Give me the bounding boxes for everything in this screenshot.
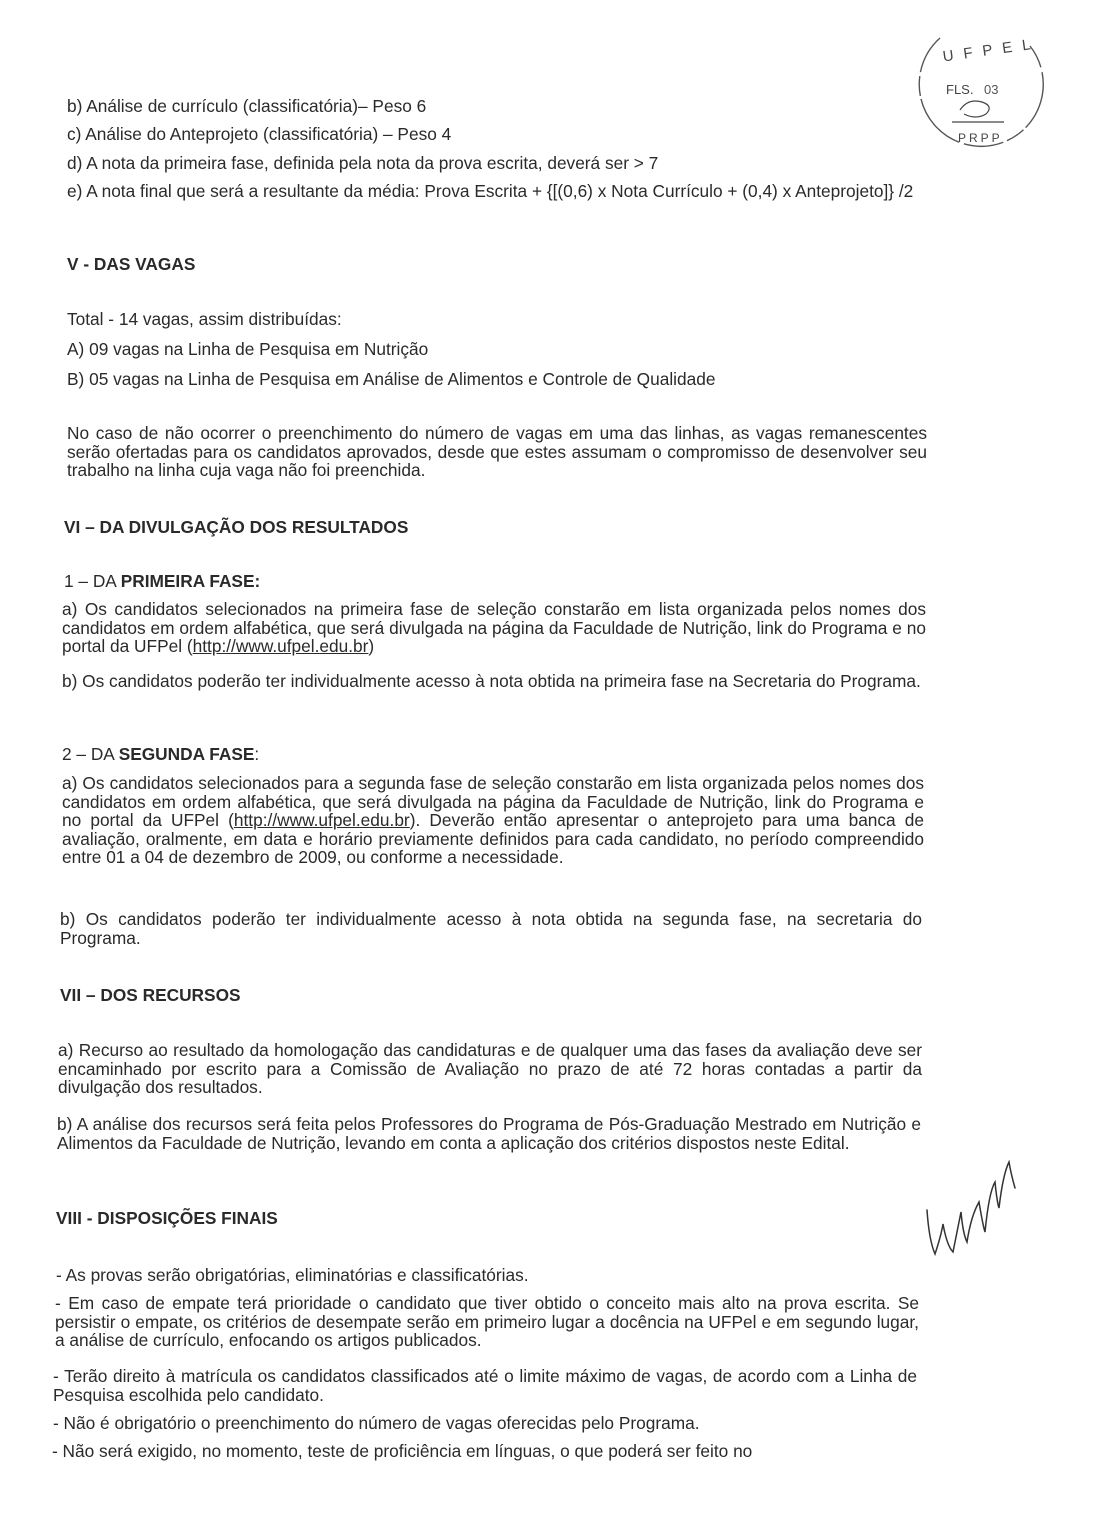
criterion-c: c) Análise do Anteprojeto (classificatória) – Peso 4 [67,124,452,144]
ufpel-link[interactable]: http://www.ufpel.edu.br [192,636,369,657]
section-heading-divulgacao: VI – DA DIVULGAÇÃO DOS RESULTADOS [64,517,409,537]
disposicao-item: - Em caso de empate terá prioridade o candidato que tiver obtido o conceito mais alto na prova escrita. Se persistir o empate, os critérios de desempate serão em primeiro lugar a docência na UFPel e em segundo lugar, a análise de currículo, enfocando os artigos publicados. [55,1293,919,1351]
fase1-paragraph-b: b) Os candidatos poderão ter individualmente acesso à nota obtida na primeira fase na Secretaria do Programa. [62,671,921,691]
recursos-b: b) A análise dos recursos será feita pelos Professores do Programa de Pós-Graduação Mestrado em Nutrição e Alimentos da Faculdade de Nutrição, levando em conta a aplicação dos critérios dispostos neste Edital. [57,1114,921,1153]
vagas-item-b: B) 05 vagas na Linha de Pesquisa em Análise de Alimentos e Controle de Qualidade [67,369,716,389]
disposicao-item: - As provas serão obrigatórias, eliminatórias e classificatórias. [56,1265,529,1285]
ufpel-link[interactable]: http://www.ufpel.edu.br [233,810,410,831]
fase1-prefix: 1 – DA [64,571,121,591]
fase1-heading [64,572,260,591]
vagas-note: No caso de não ocorrer o preenchimento do número de vagas em uma das linhas, as vagas remanescentes serão ofertadas para os candidatos aprovados, desde que estes assumam o compromisso de desenvolver seu trabalho na linha cuja vaga não foi preenchida. [67,423,927,481]
ufpel-stamp [912,8,1052,158]
criterion-e: e) A nota final que será a resultante da média: Prova Escrita + {[(0,6) x Nota Currículo + (0,4) x Anteprojeto]} /2 [67,181,914,201]
vagas-item-a: A) 09 vagas na Linha de Pesquisa em Nutrição [67,339,429,359]
criterion-b: b) Análise de currículo (classificatória)– Peso 6 [67,96,427,116]
criterion-d: d) A nota da primeira fase, definida pela nota da prova escrita, deverá ser > 7 [67,153,659,173]
stamp-fls-label: FLS. [946,82,974,97]
stamp-initials-icon [952,101,1004,122]
fase2-title: SEGUNDA FASE [118,744,255,764]
disposicao-item: - Terão direito à matrícula os candidatos classificados até o limite máximo de vagas, de acordo com a Linha de Pesquisa escolhida pelo candidato. [53,1366,917,1405]
stamp-ring-text: UFPEL [941,34,1042,66]
stamp-bottom-text: PRPP [958,131,1003,145]
fase2-paragraph-b: b) Os candidatos poderão ter individualmente acesso à nota obtida na segunda fase, na secretaria do Programa. [60,909,922,948]
section-heading-recursos: VII – DOS RECURSOS [60,985,241,1005]
stamp-fls-number: 03 [984,82,999,97]
signature-icon [915,1160,1035,1270]
fase2-paragraph-a [62,774,924,867]
section-heading-disposicoes: VIII - DISPOSIÇÕES FINAIS [56,1208,278,1228]
fase1-a-end: ) [368,636,375,657]
fase2-a-text: a) Os candidatos selecionados para a segunda fase de seleção constarão em lista organizada pelos nomes dos candidatos em ordem alfabética, que será divulgada na página da Faculdade de Nutrição, link do Programa e no portal da UFPel ( [62,773,924,831]
fase1-paragraph-a [62,600,926,656]
section-heading-vagas: V - DAS VAGAS [67,254,196,274]
fase2-prefix: 2 – DA [62,744,119,764]
fase2-heading [62,745,259,764]
disposicao-item: - Não é obrigatório o preenchimento do número de vagas oferecidas pelo Programa. [53,1413,700,1433]
fase1-a-text: a) Os candidatos selecionados na primeira fase de seleção constarão em lista organizada pelos nomes dos candidatos em ordem alfabética, que será divulgada na página da Faculdade de Nutrição, link do Programa e no portal da UFPel ( [62,599,926,657]
fase1-title: PRIMEIRA FASE: [120,571,261,591]
disposicao-item: - Não será exigido, no momento, teste de proficiência em línguas, o que poderá ser feito no [52,1442,753,1461]
recursos-a: a) Recurso ao resultado da homologação das candidaturas e de qualquer uma das fases da avaliação deve ser encaminhado por escrito para a Comissão de Avaliação no prazo de até 72 horas contadas a partir da divulgação dos resultados. [58,1040,922,1098]
vagas-total: Total - 14 vagas, assim distribuídas: [67,309,342,329]
fase2-suffix: : [254,744,260,764]
fase2-a-end: ). Deverão então apresentar o anteprojeto para uma banca de avaliação, oralmente, em data e horário previamente definidos para cada candidato, no período compreendido entre 01 a 04 de dezembro de 2009, ou conforme a necessidade. [62,810,925,868]
